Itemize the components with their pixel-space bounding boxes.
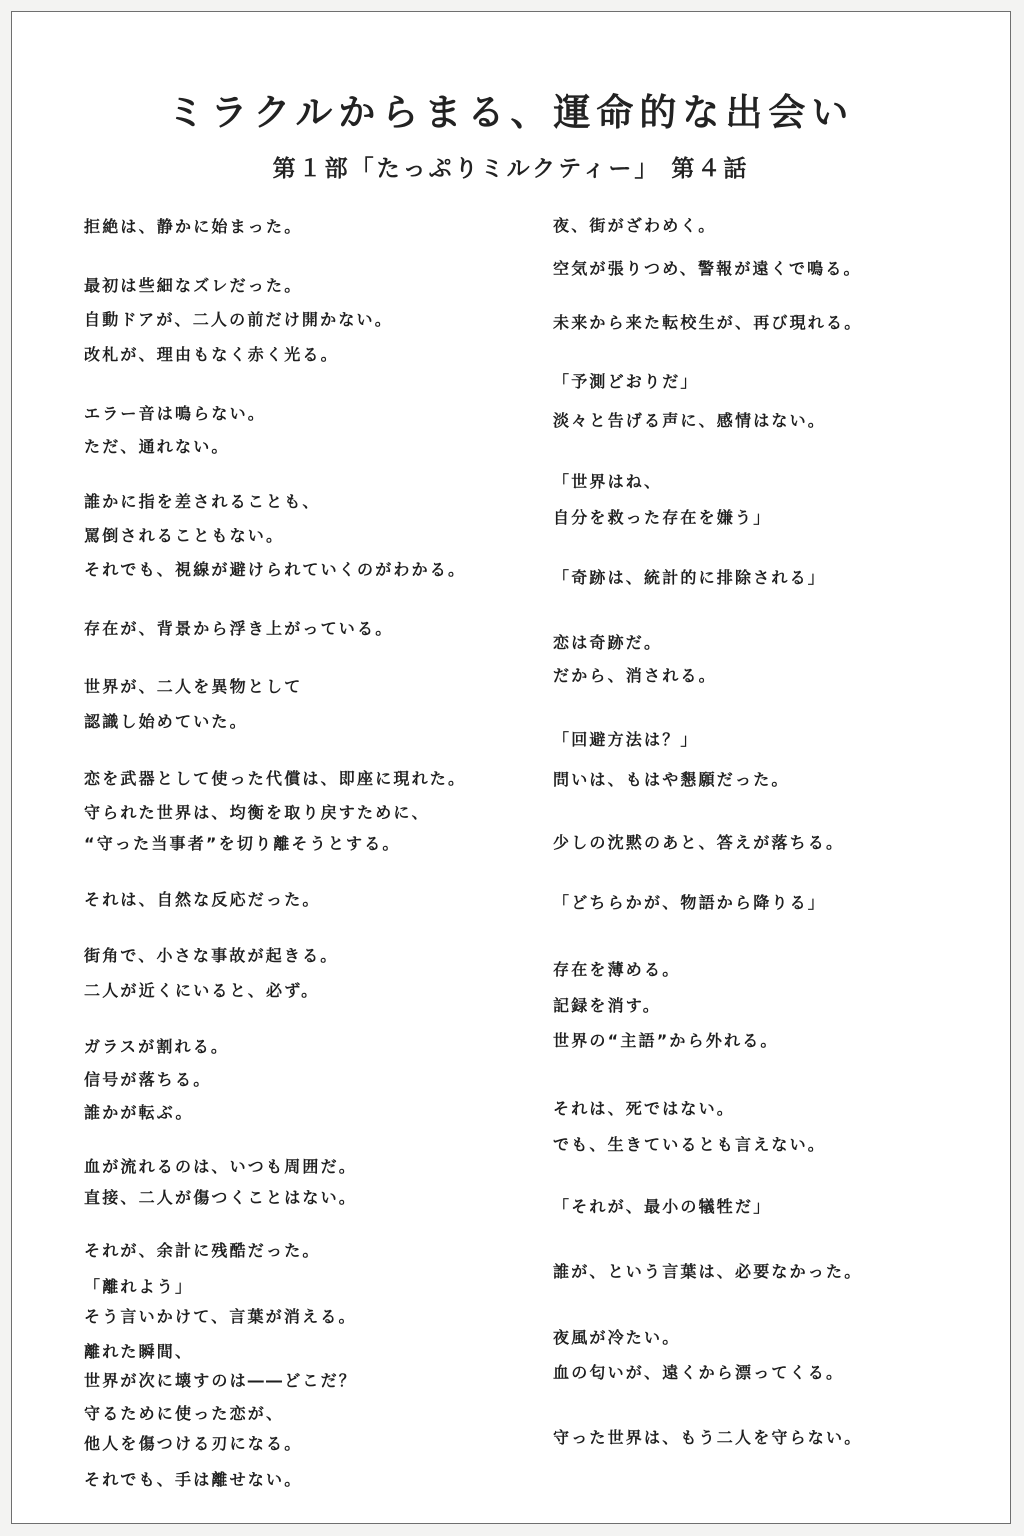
left-line: 存在が、背景から浮き上がっている。 [84,619,394,638]
right-line: 血の匂いが、遠くから漂ってくる。 [553,1363,845,1382]
right-line: 「世界はね、 [553,472,663,491]
right-line: 「それが、最小の犠牲だ」 [553,1197,772,1216]
left-line: 誰かに指を差されることも、 [84,492,321,511]
page-title: ミラクルからまる、運命的な出会い [167,90,855,134]
left-line: 街角で、小さな事故が起きる。 [84,946,339,965]
left-line: 世界が次に壊すのは――どこだ？ [84,1371,358,1390]
right-line: 守った世界は、もう二人を守らない。 [553,1428,863,1447]
left-line: ガラスが割れる。 [84,1037,230,1056]
left-line: 自動ドアが、二人の前だけ開かない。 [84,310,393,329]
right-line: それは、死ではない。 [553,1099,736,1118]
page-sheet [11,11,1011,1524]
right-line: だから、消される。 [553,666,717,685]
left-line: 守られた世界は、均衡を取り戻すために、 [84,803,430,822]
right-line: 「奇跡は、統計的に排除される」 [553,568,827,587]
right-line: 記録を消す。 [553,996,661,1015]
left-line: “守った当事者”を切り離そうとする。 [84,834,401,853]
left-line: それは、自然な反応だった。 [84,890,321,909]
left-line: 守るために使った恋が、 [84,1404,285,1423]
right-line: 夜、街がざわめく。 [553,216,717,235]
right-line: 存在を薄める。 [553,960,681,979]
left-line: そう言いかけて、言葉が消える。 [84,1307,357,1326]
left-line: それでも、手は離せない。 [84,1470,303,1489]
left-line: 他人を傷つける刃になる。 [84,1434,303,1453]
left-line: 恋を武器として使った代償は、即座に現れた。 [84,769,467,788]
left-line: 二人が近くにいると、必ず。 [84,981,320,1000]
right-line: 未来から来た転校生が、再び現れる。 [553,313,863,332]
right-line: 恋は奇跡だ。 [553,633,663,652]
left-line: ただ、通れない。 [84,437,230,456]
left-line: 血が流れるのは、いつも周囲だ。 [84,1157,358,1176]
left-line: 最初は些細なズレだった。 [84,276,303,295]
right-line: 空気が張りつめ、警報が遠くで鳴る。 [553,259,862,278]
left-line: 拒絶は、静かに始まった。 [84,217,303,236]
left-line: 離れた瞬間、 [84,1342,194,1361]
right-line: 夜風が冷たい。 [553,1328,681,1347]
right-line: 世界の“主語”から外れる。 [553,1031,779,1050]
left-line: 罵倒されることもない。 [84,526,285,545]
left-line: 直接、二人が傷つくことはない。 [84,1188,358,1207]
left-line: 「離れよう」 [84,1277,194,1296]
left-line: それが、余計に残酷だった。 [84,1241,321,1260]
left-line: 改札が、理由もなく赤く光る。 [84,345,339,364]
right-line: 少しの沈黙のあと、答えが落ちる。 [553,833,845,852]
right-line: 「予測どおりだ」 [553,372,699,391]
left-line: 誰かが転ぶ。 [84,1103,194,1122]
left-line: それでも、視線が避けられていくのがわかる。 [84,560,467,579]
left-line: エラー音は鳴らない。 [84,404,267,423]
left-line: 信号が落ちる。 [84,1070,212,1089]
right-line: 自分を救った存在を嫌う」 [553,508,772,527]
left-line: 世界が、二人を異物として [84,677,303,696]
page-subtitle: 第１部「たっぷりミルクティー」 第４話 [272,155,750,182]
right-line: 「どちらかが、物語から降りる」 [553,893,827,912]
right-line: 「回避方法は？」 [553,730,699,749]
right-line: でも、生きているとも言えない。 [553,1135,827,1154]
left-line: 認識し始めていた。 [84,712,248,731]
right-line: 淡々と告げる声に、感情はない。 [553,411,827,430]
right-line: 誰が、という言葉は、必要なかった。 [553,1262,863,1281]
right-line: 問いは、もはや懇願だった。 [553,770,790,789]
